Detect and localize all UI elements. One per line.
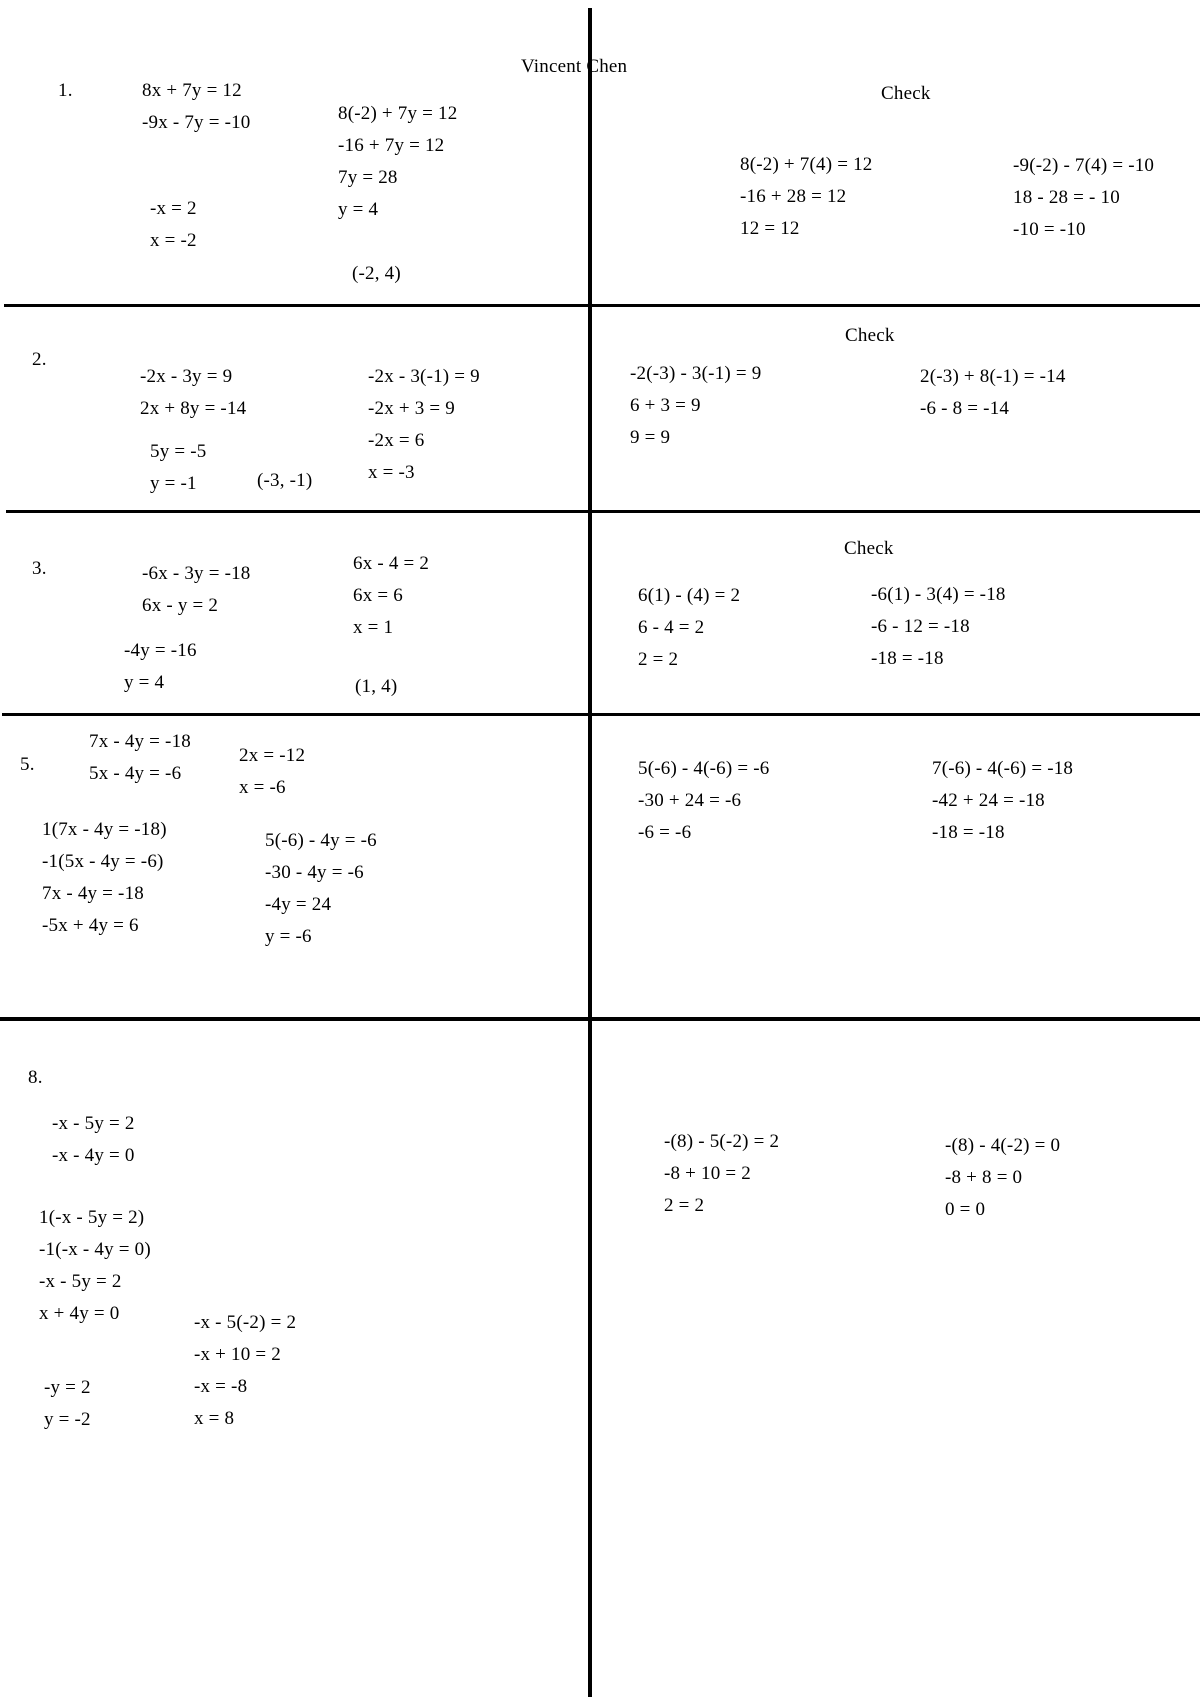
p2-step: 5y = -5	[150, 441, 207, 462]
p2-check-step: 2(-3) + 8(-1) = -14	[920, 366, 1066, 387]
p3-elimination	[124, 640, 197, 704]
p5-check-step: -6 = -6	[638, 822, 692, 843]
p1-check-step: 12 = 12	[740, 218, 800, 239]
p8-system	[52, 1113, 135, 1177]
p8-check-1	[664, 1131, 779, 1227]
p3-step: 6x - 4 = 2	[353, 553, 430, 574]
p5-check-step: -18 = -18	[932, 822, 1005, 843]
p2-check-1	[630, 363, 761, 459]
p3-step: y = 4	[124, 672, 165, 693]
p2-check-step: 6 + 3 = 9	[630, 395, 701, 416]
p8-equation: -x - 5y = 2	[52, 1113, 135, 1134]
p8-check-step: -8 + 8 = 0	[945, 1167, 1023, 1188]
p3-check-step: -6(1) - 3(4) = -18	[871, 584, 1006, 605]
p1-solution: (-2, 4)	[352, 263, 401, 284]
p8-check-step: -(8) - 5(-2) = 2	[664, 1131, 780, 1152]
p2-system	[140, 366, 246, 430]
p1-step: 8(-2) + 7y = 12	[338, 103, 458, 124]
p3-check-step: -6 - 12 = -18	[871, 616, 970, 637]
p1-step: -16 + 7y = 12	[338, 135, 445, 156]
divider-after-problem-2	[6, 510, 1200, 513]
p3-equation: 6x - y = 2	[142, 595, 219, 616]
p5-step: -1(5x - 4y = -6)	[42, 851, 164, 872]
p8-step: 1(-x - 5y = 2)	[39, 1207, 145, 1228]
p8-check-step: -(8) - 4(-2) = 0	[945, 1135, 1061, 1156]
divider-after-problem-5	[0, 1017, 1200, 1021]
p8-substitution	[194, 1312, 296, 1440]
p8-step: -x + 10 = 2	[194, 1344, 281, 1365]
p8-check-step: -8 + 10 = 2	[664, 1163, 751, 1184]
p5-multiplication	[42, 819, 167, 947]
p3-check-step: 2 = 2	[638, 649, 679, 670]
p1-check-step: 8(-2) + 7(4) = 12	[740, 154, 873, 175]
p1-step: -x = 2	[150, 198, 197, 219]
p5-equation: 5x - 4y = -6	[89, 763, 182, 784]
student-name: Vincent Chen	[521, 56, 628, 77]
p1-step: x = -2	[150, 230, 197, 251]
p8-step: -y = 2	[44, 1377, 91, 1398]
p2-check-step: 9 = 9	[630, 427, 671, 448]
p3-check-step: 6(1) - (4) = 2	[638, 585, 741, 606]
p2-step: -2x + 3 = 9	[368, 398, 455, 419]
p8-step: x = 8	[194, 1408, 235, 1429]
p1-step: 7y = 28	[338, 167, 398, 188]
p5-step: -5x + 4y = 6	[42, 915, 139, 936]
divider-after-problem-3	[2, 713, 1200, 716]
p5-equation: 7x - 4y = -18	[89, 731, 191, 752]
p8-step: -x - 5(-2) = 2	[194, 1312, 297, 1333]
problem-number-1: 1.	[58, 80, 73, 101]
p2-step: x = -3	[368, 462, 415, 483]
p1-equation: 8x + 7y = 12	[142, 80, 242, 101]
p2-substitution	[368, 366, 480, 494]
p1-check-step: -9(-2) - 7(4) = -10	[1013, 155, 1155, 176]
p5-step: 2x = -12	[239, 745, 306, 766]
p5-check-step: -42 + 24 = -18	[932, 790, 1045, 811]
problem-number-5: 5.	[20, 754, 35, 775]
p1-check-step: -10 = -10	[1013, 219, 1086, 240]
p1-equation: -9x - 7y = -10	[142, 112, 251, 133]
p3-step: x = 1	[353, 617, 394, 638]
p3-check-label: Check	[844, 538, 894, 559]
p2-equation: -2x - 3y = 9	[140, 366, 233, 387]
problem-number-3: 3.	[32, 558, 47, 579]
p5-step: y = -6	[265, 926, 312, 947]
p3-step: 6x = 6	[353, 585, 403, 606]
p5-step: 1(7x - 4y = -18)	[42, 819, 167, 840]
p8-step: y = -2	[44, 1409, 91, 1430]
p5-step: 5(-6) - 4y = -6	[265, 830, 377, 851]
p8-check-step: 0 = 0	[945, 1199, 986, 1220]
p5-check-step: 5(-6) - 4(-6) = -6	[638, 758, 770, 779]
p8-check-2	[945, 1135, 1060, 1231]
p5-step: x = -6	[239, 777, 286, 798]
p1-substitution	[338, 103, 457, 231]
p2-step: -2x = 6	[368, 430, 425, 451]
p8-multiplication	[39, 1207, 151, 1335]
p2-check-step: -6 - 8 = -14	[920, 398, 1010, 419]
p8-elimination	[44, 1377, 91, 1441]
p1-check-2	[1013, 155, 1154, 251]
p2-elimination	[150, 441, 206, 505]
p5-check-step: 7(-6) - 4(-6) = -18	[932, 758, 1074, 779]
p2-step: y = -1	[150, 473, 197, 494]
p2-solution: (-3, -1)	[257, 470, 313, 491]
p2-check-2	[920, 366, 1066, 430]
p5-substitution	[265, 830, 377, 958]
p3-solution: (1, 4)	[355, 676, 398, 697]
problem-number-2: 2.	[32, 349, 47, 370]
p3-step: -4y = -16	[124, 640, 197, 661]
problem-number-8: 8.	[28, 1067, 43, 1088]
p3-equation: -6x - 3y = -18	[142, 563, 251, 584]
p5-step: -30 - 4y = -6	[265, 862, 364, 883]
p2-check-step: -2(-3) - 3(-1) = 9	[630, 363, 762, 384]
p1-system	[142, 80, 251, 144]
p3-check-2	[871, 584, 1006, 680]
p2-check-label: Check	[845, 325, 895, 346]
p3-check-step: 6 - 4 = 2	[638, 617, 705, 638]
divider-after-problem-1	[4, 304, 1200, 307]
p3-substitution	[353, 553, 429, 649]
p8-check-step: 2 = 2	[664, 1195, 705, 1216]
p1-check-step: 18 - 28 = - 10	[1013, 187, 1120, 208]
center-divider-vertical	[588, 8, 592, 1697]
p3-system	[142, 563, 251, 627]
p5-step: -4y = 24	[265, 894, 332, 915]
p5-check-2	[932, 758, 1073, 854]
p8-step: -1(-x - 4y = 0)	[39, 1239, 151, 1260]
p1-check-step: -16 + 28 = 12	[740, 186, 847, 207]
p3-check-step: -18 = -18	[871, 648, 944, 669]
p8-step: -x - 5y = 2	[39, 1271, 122, 1292]
p5-system	[89, 731, 191, 795]
p8-step: -x = -8	[194, 1376, 248, 1397]
p1-check-label: Check	[881, 83, 931, 104]
p5-elimination	[239, 745, 305, 809]
p1-check-1	[740, 154, 872, 250]
p1-step: y = 4	[338, 199, 379, 220]
p2-step: -2x - 3(-1) = 9	[368, 366, 480, 387]
p5-check-1	[638, 758, 769, 854]
p8-step: x + 4y = 0	[39, 1303, 120, 1324]
p8-equation: -x - 4y = 0	[52, 1145, 135, 1166]
p5-check-step: -30 + 24 = -6	[638, 790, 742, 811]
p1-elimination	[150, 198, 197, 262]
p2-equation: 2x + 8y = -14	[140, 398, 247, 419]
p5-step: 7x - 4y = -18	[42, 883, 144, 904]
p3-check-1	[638, 585, 740, 681]
